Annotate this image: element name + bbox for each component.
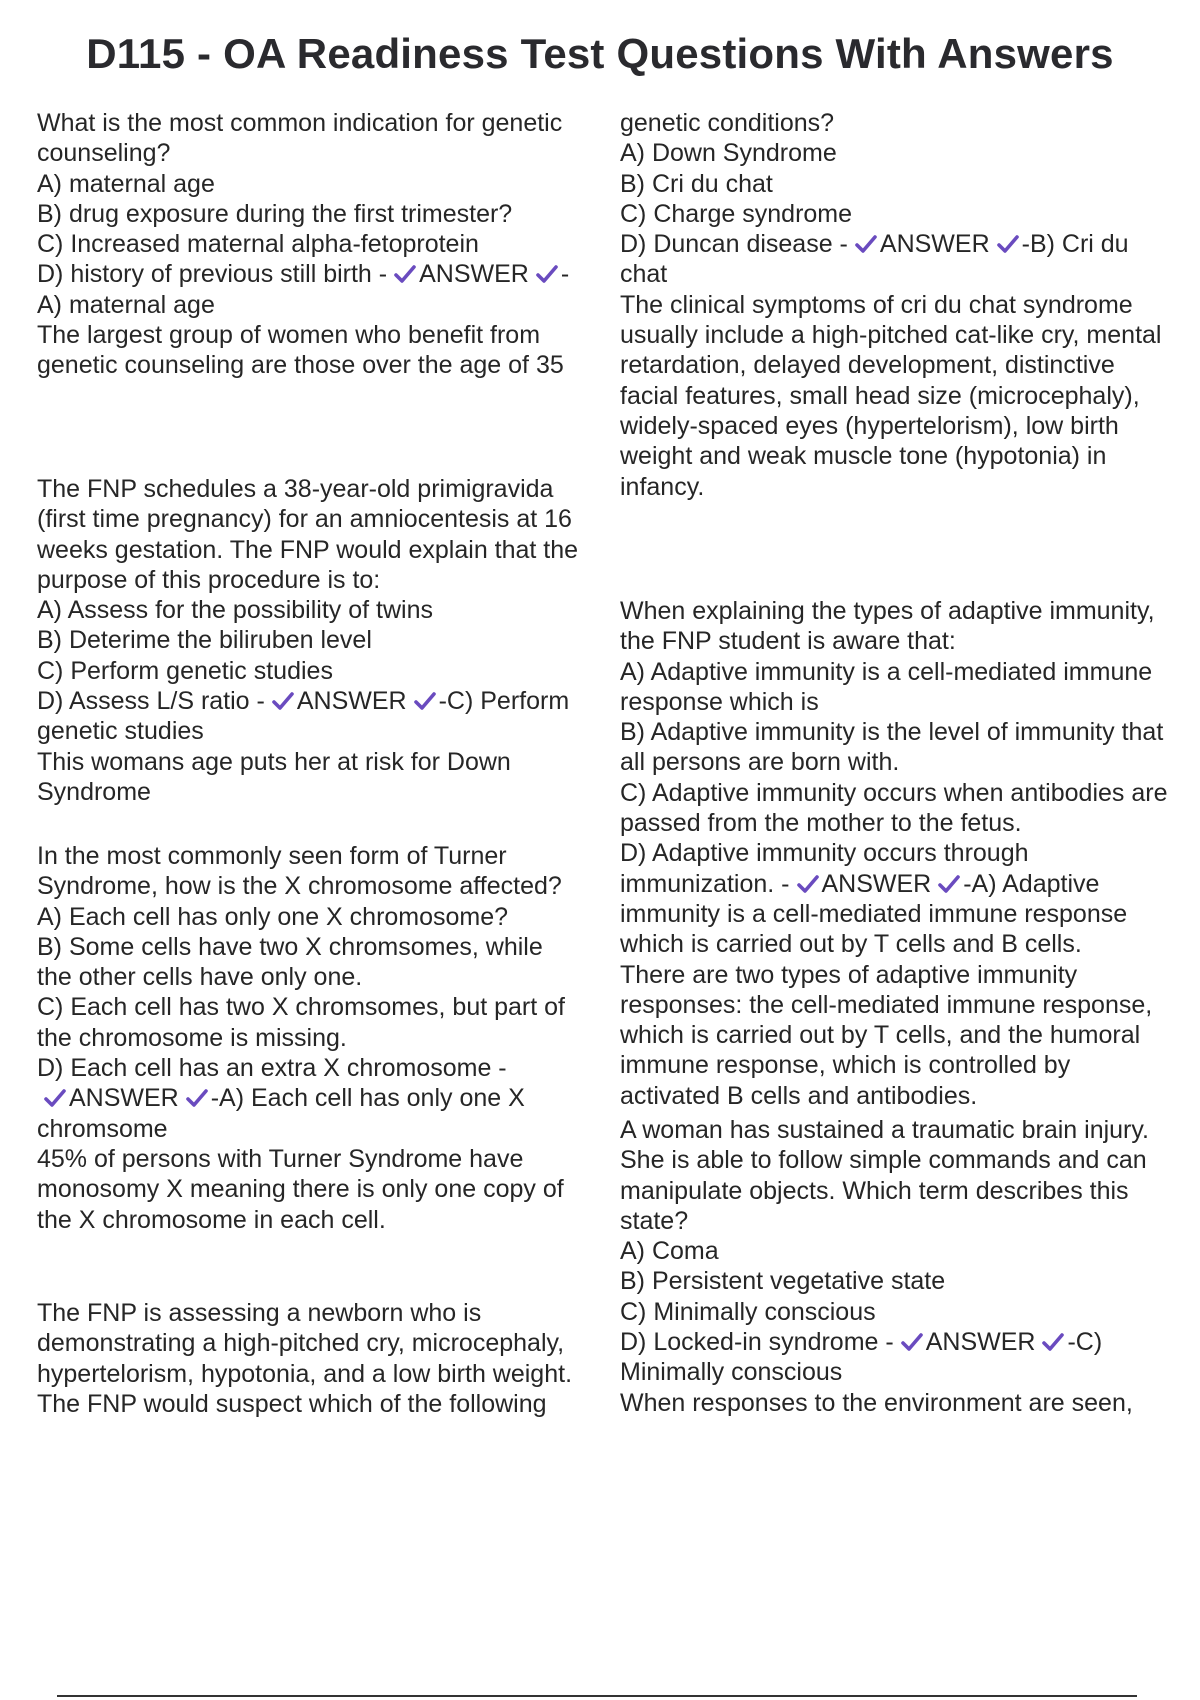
- answer-text: -: [560, 260, 570, 289]
- explanation-line: retardation, delayed development, distinctive: [620, 351, 1115, 380]
- question-block: [37, 841, 615, 1235]
- answer-label: ANSWER: [69, 1084, 179, 1113]
- explanation-line: genetic counseling are those over the age of 35: [37, 351, 564, 380]
- question-block: [37, 474, 615, 807]
- question-block: [620, 596, 1195, 1111]
- text-line: response which is: [620, 687, 819, 716]
- text-line: A) Adaptive immunity is a cell-mediated immune: [620, 657, 1153, 686]
- checkmark-icon: [854, 233, 878, 255]
- answer-line: [37, 1083, 615, 1113]
- checkmark-icon: [271, 690, 295, 712]
- answer-label: ANSWER: [925, 1328, 1036, 1357]
- text-line: hypertelorism, hypotonia, and a low birth weight.: [37, 1359, 573, 1388]
- explanation-line: Syndrome: [37, 777, 151, 806]
- checkmark-icon: [393, 263, 417, 285]
- text-line: state?: [620, 1206, 689, 1235]
- explanation-line: When responses to the environment are seen,: [620, 1388, 1133, 1417]
- question-block: [37, 1298, 615, 1419]
- text-line: genetic conditions?: [620, 109, 835, 137]
- text-line: D) Each cell has an extra X chromosome -: [37, 1054, 507, 1083]
- answer-option-text: D) Duncan disease -: [620, 230, 848, 259]
- explanation-line: the X chromosome in each cell.: [37, 1205, 386, 1234]
- text-line: B) Cri du chat: [620, 169, 773, 198]
- explanation-line: chromsome: [37, 1114, 168, 1143]
- answer-text: -A) Each cell has only one X: [210, 1084, 525, 1113]
- explanation-line: chat: [620, 260, 668, 289]
- text-line: The FNP would suspect which of the following: [37, 1389, 547, 1418]
- checkmark-icon: [937, 873, 961, 895]
- text-line: all persons are born with.: [620, 748, 900, 777]
- explanation-line: monosomy X meaning there is only one copy of: [37, 1175, 564, 1204]
- text-line: the FNP student is aware that:: [620, 627, 956, 656]
- text-line: purpose of this procedure is to:: [37, 565, 381, 594]
- explanation-line: widely-spaced eyes (hypertelorism), low birth: [620, 411, 1119, 440]
- explanation-line: There are two types of adaptive immunity: [620, 960, 1078, 989]
- text-line: In the most commonly seen form of Turner: [37, 842, 507, 870]
- explanation-line: The largest group of women who benefit from: [37, 321, 541, 350]
- explanation-line: Minimally conscious: [620, 1358, 843, 1387]
- answer-label: ANSWER: [879, 230, 990, 259]
- answer-text: -B) Cri du: [1021, 230, 1129, 259]
- explanation-line: weight and weak muscle tone (hypotonia) in: [620, 442, 1107, 471]
- checkmark-icon: [43, 1087, 67, 1109]
- text-line: C) Minimally conscious: [620, 1297, 876, 1326]
- text-line: A) Coma: [620, 1237, 719, 1266]
- explanation-line: facial features, small head size (microcephaly),: [620, 381, 1140, 410]
- answer-line: [620, 229, 1195, 259]
- text-line: D) Adaptive immunity occurs through: [620, 839, 1029, 868]
- explanation-line: responses: the cell-mediated immune response,: [620, 990, 1153, 1019]
- text-line: C) Charge syndrome: [620, 199, 853, 228]
- checkmark-icon: [796, 873, 820, 895]
- text-line: the chromosome is missing.: [37, 1023, 347, 1052]
- text-line: Syndrome, how is the X chromosome affected?: [37, 872, 562, 901]
- explanation-line: A) maternal age: [37, 290, 215, 319]
- text-line: A) Each cell has only one X chromosome?: [37, 902, 509, 931]
- checkmark-icon: [535, 263, 559, 285]
- answer-label: ANSWER: [821, 869, 932, 898]
- answer-line: [37, 686, 615, 716]
- checkmark-icon: [1041, 1331, 1065, 1353]
- text-line: A woman has sustained a traumatic brain injury.: [620, 1116, 1149, 1144]
- answer-option-text: D) Locked-in syndrome -: [620, 1328, 894, 1357]
- text-line: When explaining the types of adaptive immunity,: [620, 597, 1155, 625]
- answer-text: -A) Adaptive: [963, 869, 1100, 898]
- explanation-line: which is carried out by T cells, and the humoral: [620, 1021, 1141, 1050]
- text-line: manipulate objects. Which term describes this: [620, 1176, 1129, 1205]
- text-line: C) Adaptive immunity occurs when antibodies are: [620, 778, 1168, 807]
- text-line: The FNP is assessing a newborn who is: [37, 1299, 482, 1327]
- explanation-line: usually include a high-pitched cat-like cry, mental: [620, 321, 1162, 350]
- explanation-line: immunity is a cell-mediated immune response: [620, 899, 1128, 928]
- question-block: [620, 1115, 1195, 1418]
- text-line: B) Adaptive immunity is the level of immunity that: [620, 718, 1164, 747]
- answer-option-text: D) Assess L/S ratio -: [37, 687, 265, 716]
- text-line: A) Down Syndrome: [620, 139, 837, 168]
- explanation-line: genetic studies: [37, 717, 204, 746]
- text-line: B) Persistent vegetative state: [620, 1267, 946, 1296]
- text-line: C) Perform genetic studies: [37, 656, 333, 685]
- answer-text: -C) Perform: [438, 687, 570, 716]
- explanation-line: immune response, which is controlled by: [620, 1051, 1071, 1080]
- text-line: She is able to follow simple commands and can: [620, 1146, 1147, 1175]
- answer-line: [37, 259, 615, 289]
- text-line: weeks gestation. The FNP would explain that the: [37, 535, 579, 564]
- text-line: What is the most common indication for genetic: [37, 109, 563, 137]
- explanation-line: 45% of persons with Turner Syndrome have: [37, 1144, 524, 1173]
- answer-option-text: D) history of previous still birth -: [37, 260, 388, 289]
- answer-text: -C): [1067, 1328, 1103, 1357]
- explanation-line: The clinical symptoms of cri du chat syndrome: [620, 290, 1133, 319]
- text-line: A) maternal age: [37, 169, 215, 198]
- answer-label: ANSWER: [296, 687, 407, 716]
- text-line: B) drug exposure during the first trimester?: [37, 199, 513, 228]
- text-line: passed from the mother to the fetus.: [620, 809, 1022, 838]
- question-block: [620, 108, 1195, 502]
- checkmark-icon: [413, 690, 437, 712]
- explanation-line: This womans age puts her at risk for Down: [37, 747, 511, 776]
- text-line: C) Increased maternal alpha-fetoprotein: [37, 230, 479, 259]
- text-line: The FNP schedules a 38-year-old primigravida: [37, 475, 554, 503]
- explanation-line: which is carried out by T cells and B cells.: [620, 930, 1082, 959]
- text-line: C) Each cell has two X chromsomes, but part of: [37, 993, 565, 1022]
- text-line: (first time pregnancy) for an amniocentesis at 16: [37, 505, 572, 534]
- text-line: the other cells have only one.: [37, 963, 363, 992]
- answer-label: ANSWER: [419, 260, 529, 289]
- document-title: D115 - OA Readiness Test Questions With Answers: [86, 30, 1114, 77]
- question-block: [37, 108, 615, 381]
- text-line: demonstrating a high-pitched cry, microcephaly,: [37, 1329, 565, 1358]
- text-line: A) Assess for the possibility of twins: [37, 596, 433, 625]
- explanation-line: activated B cells and antibodies.: [620, 1081, 978, 1110]
- answer-option-text: immunization. -: [620, 869, 790, 898]
- checkmark-icon: [996, 233, 1020, 255]
- text-line: counseling?: [37, 139, 171, 168]
- footer-divider: [57, 1695, 1137, 1697]
- checkmark-icon: [185, 1087, 209, 1109]
- text-line: B) Some cells have two X chromsomes, while: [37, 932, 543, 961]
- answer-line: [620, 1327, 1195, 1357]
- answer-line: [620, 869, 1195, 899]
- checkmark-icon: [900, 1331, 924, 1353]
- explanation-line: infancy.: [620, 472, 705, 501]
- text-line: B) Deterime the biliruben level: [37, 626, 372, 655]
